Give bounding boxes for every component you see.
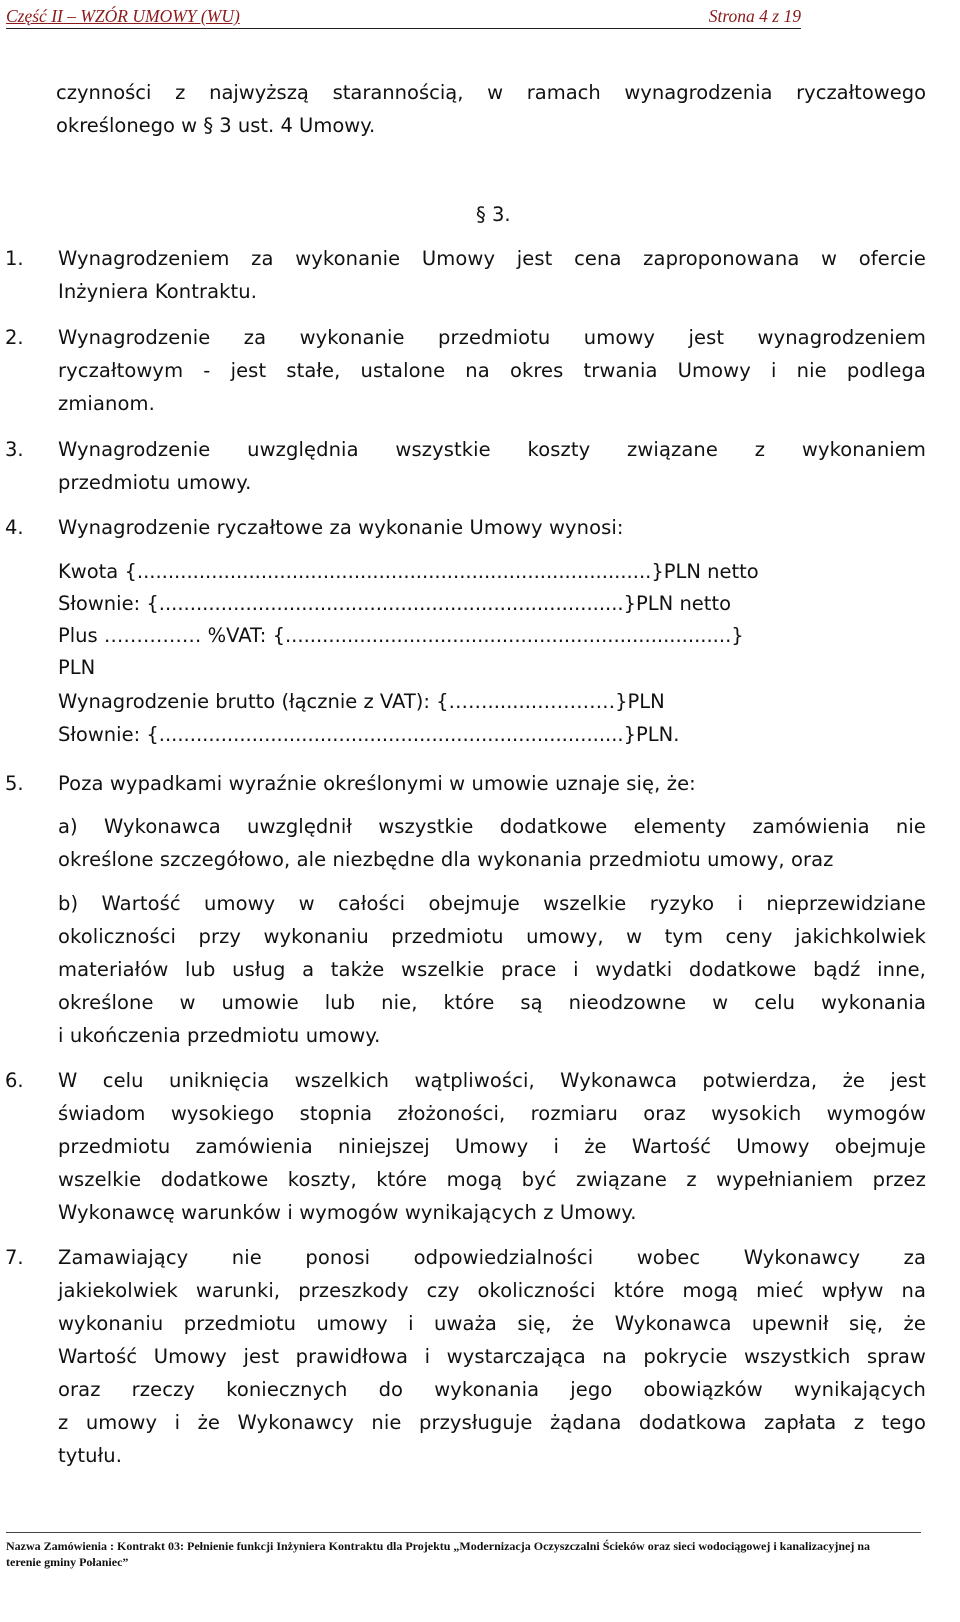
amount-net-field: Kwota {...................................................................................}PLN netto	[58, 560, 759, 583]
item-6-line-3: przedmiotu zamówienia niniejszej Umowy i że Wartość Umowy obejmuje	[58, 1135, 926, 1158]
item-7-line-1: Zamawiający nie ponosi odpowiedzialności wobec Wykonawcy za	[58, 1246, 926, 1269]
item-4-number: 4.	[5, 516, 24, 539]
item-5-number: 5.	[5, 772, 24, 795]
amount-net-words-field: Słownie: {...........................................................................}PLN netto	[58, 592, 732, 615]
item-6-line-2: świadom wysokiego stopnia złożoności, rozmiaru oraz wysokich wymogów	[58, 1102, 926, 1125]
item-6-line-5: Wykonawcę warunków i wymogów wynikających z Umowy.	[58, 1201, 637, 1224]
item-2-line-2: ryczałtowym - jest stałe, ustalone na okres trwania Umowy i nie podlega	[58, 359, 926, 382]
item-7-line-7: tytułu.	[58, 1444, 122, 1467]
item-4-line-1: Wynagrodzenie ryczałtowe za wykonanie Umowy wynosi:	[58, 516, 624, 539]
item-2-line-1: Wynagrodzenie za wykonanie przedmiotu umowy jest wynagrodzeniem	[58, 326, 926, 349]
vat-field: Plus …………… %VAT: {........................................................................}	[58, 624, 744, 647]
footer-line-1: Nazwa Zamówienia : Kontrakt 03: Pełnienie funkcji Inżyniera Kontraktu dla Projektu „Modernizacja Oczyszczalni Ścieków oraz sieci wodociągowej i kanalizacyjnej na	[6, 1539, 871, 1553]
item-5a-line-2: określone szczegółowo, ale niezbędne dla wykonania przedmiotu umowy, oraz	[58, 848, 834, 871]
page-header	[6, 4, 801, 29]
item-3-number: 3.	[5, 438, 24, 461]
amount-gross-words-field: Słownie: {...........................................................................}PLN.	[58, 723, 680, 746]
vat-currency: PLN	[58, 656, 96, 679]
item-7-line-6: z umowy i że Wykonawcy nie przysługuje żądana dodatkowa zapłata z tego	[58, 1411, 926, 1434]
section-heading: § 3.	[476, 203, 511, 226]
item-6-line-1: W celu uniknięcia wszelkich wątpliwości, Wykonawca potwierdza, że jest	[58, 1069, 926, 1092]
item-3-line-1: Wynagrodzenie uwzględnia wszystkie koszty związane z wykonaniem	[58, 438, 926, 461]
intro-line-1: czynności z najwyższą starannością, w ramach wynagrodzenia ryczałtowego	[56, 81, 926, 104]
item-5b-line-4: określone w umowie lub nie, które są nieodzowne w celu wykonania	[58, 991, 926, 1014]
item-7-number: 7.	[5, 1246, 24, 1269]
item-5-line-1: Poza wypadkami wyraźnie określonymi w umowie uznaje się, że:	[58, 772, 696, 795]
item-7-line-3: wykonaniu przedmiotu umowy i uważa się, że Wykonawca upewnił się, że	[58, 1312, 926, 1335]
item-5b-line-5: i ukończenia przedmiotu umowy.	[58, 1024, 381, 1047]
item-1-line-2: Inżyniera Kontraktu.	[58, 280, 258, 303]
item-6-number: 6.	[5, 1069, 24, 1092]
footer-divider	[6, 1532, 921, 1533]
item-5b-line-1: b) Wartość umowy w całości obejmuje wszelkie ryzyko i nieprzewidziane	[58, 892, 926, 915]
item-3-line-2: przedmiotu umowy.	[58, 471, 252, 494]
document-part-title: Część II – WZÓR UMOWY (WU)	[6, 6, 240, 26]
item-7-line-2: jakiekolwiek warunki, przeszkody czy okoliczności które mogą mieć wpływ na	[58, 1279, 926, 1302]
item-6-line-4: wszelkie dodatkowe koszty, które mogą być związane z wypełnianiem przez	[58, 1168, 926, 1191]
item-7-line-4: Wartość Umowy jest prawidłowa i wystarczająca na pokrycie wszystkich spraw	[58, 1345, 926, 1368]
item-2-number: 2.	[5, 326, 24, 349]
footer-line-2: terenie gminy Połaniec”	[6, 1555, 129, 1569]
amount-gross-field: Wynagrodzenie brutto (łącznie z VAT): {……........…………}PLN	[58, 690, 665, 713]
page-footer	[6, 1538, 916, 1570]
item-2-line-3: zmianom.	[58, 392, 155, 415]
item-5b-line-2: okoliczności przy wykonaniu przedmiotu umowy, w tym ceny jakichkolwiek	[58, 925, 926, 948]
item-5b-line-3: materiałów lub usług a także wszelkie prace i wydatki dodatkowe bądź inne,	[58, 958, 926, 981]
intro-line-2: określonego w § 3 ust. 4 Umowy.	[56, 114, 376, 137]
item-5a-line-1: a) Wykonawca uwzględnił wszystkie dodatkowe elementy zamówienia nie	[58, 815, 926, 838]
page-number: Strona 4 z 19	[708, 6, 801, 26]
item-1-line-1: Wynagrodzeniem za wykonanie Umowy jest cena zaproponowana w ofercie	[58, 247, 926, 270]
item-7-line-5: oraz rzeczy koniecznych do wykonania jego obowiązków wynikających	[58, 1378, 926, 1401]
item-1-number: 1.	[5, 247, 24, 270]
